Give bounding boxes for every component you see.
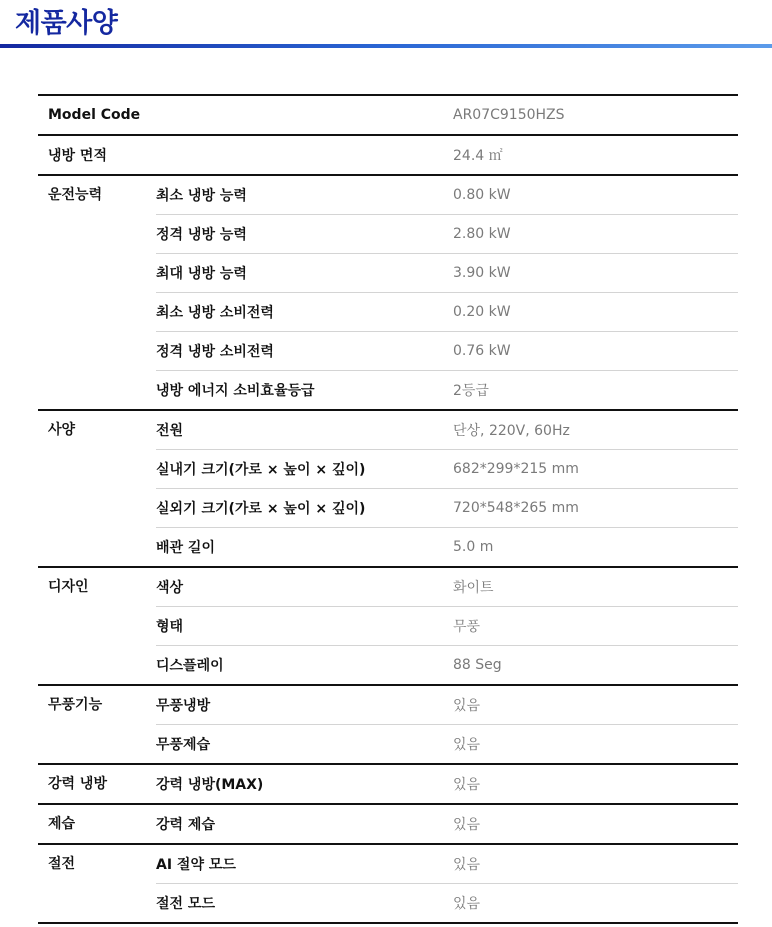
spec-value: 2등급 (453, 383, 489, 399)
spec-value: 720*548*265 mm (453, 500, 579, 516)
spec-row (156, 488, 738, 527)
spec-row (156, 253, 738, 292)
spec-row (156, 845, 738, 883)
spec-label: 디스플레이 (156, 658, 224, 674)
spec-group-dehumidify (38, 805, 738, 845)
spec-value: 있음 (453, 737, 481, 753)
spec-label: 정격 냉방 능력 (156, 227, 247, 243)
spec-row (156, 568, 738, 606)
spec-row (156, 606, 738, 645)
spec-table (38, 94, 738, 924)
page-title: 제품사양 (15, 8, 118, 39)
spec-label: 무풍냉방 (156, 698, 211, 714)
spec-group-label: 강력 냉방 (48, 776, 107, 792)
spec-row (156, 724, 738, 763)
spec-label: 최소 냉방 능력 (156, 188, 247, 204)
spec-value: 0.80 kW (453, 187, 511, 203)
spec-row (156, 214, 738, 253)
spec-group-design (38, 568, 738, 686)
spec-group-label: 사양 (48, 422, 76, 438)
spec-value: 있음 (453, 857, 481, 873)
spec-label: 냉방 에너지 소비효율등급 (156, 383, 315, 399)
spec-label: Model Code (48, 107, 141, 123)
spec-label: 강력 제습 (156, 817, 215, 833)
spec-group-rows (156, 568, 738, 684)
spec-row (156, 883, 738, 922)
spec-label: 최소 냉방 소비전력 (156, 305, 274, 321)
spec-group-rows (156, 765, 738, 803)
spec-value: 무풍 (453, 619, 481, 635)
title-underline (0, 44, 772, 48)
spec-row (156, 805, 738, 843)
spec-group-label: 제습 (48, 816, 76, 832)
spec-row (156, 765, 738, 803)
spec-row (156, 176, 738, 214)
spec-label: 정격 냉방 소비전력 (156, 344, 274, 360)
spec-value: 0.20 kW (453, 304, 511, 320)
spec-label: 색상 (156, 580, 184, 596)
spec-value: 24.4 ㎡ (453, 148, 503, 164)
spec-row (156, 370, 738, 409)
spec-value: 3.90 kW (453, 265, 511, 281)
spec-row (156, 449, 738, 488)
spec-label: 실외기 크기(가로 × 높이 × 깊이) (156, 501, 366, 517)
spec-label: 최대 냉방 능력 (156, 266, 247, 282)
spec-value: 2.80 kW (453, 226, 511, 242)
spec-group-operating-capacity (38, 176, 738, 411)
spec-label: 배관 길이 (156, 540, 215, 556)
spec-label: 절전 모드 (156, 896, 215, 912)
spec-value: 0.76 kW (453, 343, 511, 359)
spec-group-rows (156, 686, 738, 763)
spec-value: 있음 (453, 698, 481, 714)
spec-value: 5.0 m (453, 539, 494, 555)
spec-group-label: 운전능력 (48, 187, 103, 203)
spec-row-model-code (38, 96, 738, 136)
spec-group-windfree (38, 686, 738, 765)
spec-group-power-cooling (38, 765, 738, 805)
spec-value: 있음 (453, 896, 481, 912)
spec-group-rows (156, 411, 738, 566)
spec-label: 형태 (156, 619, 184, 635)
spec-row (156, 331, 738, 370)
spec-group-specification (38, 411, 738, 568)
spec-group-rows (156, 805, 738, 843)
spec-group-label: 디자인 (48, 579, 89, 595)
spec-group-energy-saving (38, 845, 738, 924)
spec-value: 있음 (453, 817, 481, 833)
spec-group-label: 무풍기능 (48, 697, 103, 713)
spec-group-rows (156, 845, 738, 922)
spec-value: 화이트 (453, 580, 494, 596)
spec-row (156, 686, 738, 724)
spec-row-cooling-area (38, 136, 738, 176)
spec-value: 있음 (453, 777, 481, 793)
spec-row (156, 645, 738, 684)
spec-row (156, 292, 738, 331)
spec-label: 강력 냉방(MAX) (156, 777, 264, 793)
spec-row (156, 411, 738, 449)
spec-row (156, 527, 738, 566)
spec-label: 실내기 크기(가로 × 높이 × 깊이) (156, 462, 366, 478)
spec-value: 88 Seg (453, 657, 502, 673)
spec-group-rows (156, 176, 738, 409)
spec-label: 무풍제습 (156, 737, 211, 753)
spec-group-label: 절전 (48, 856, 76, 872)
spec-label: 전원 (156, 423, 184, 439)
spec-value: AR07C9150HZS (453, 107, 565, 123)
spec-label: AI 절약 모드 (156, 857, 236, 873)
spec-label: 냉방 면적 (48, 148, 107, 164)
spec-value: 682*299*215 mm (453, 461, 579, 477)
spec-value: 단상, 220V, 60Hz (453, 423, 570, 439)
